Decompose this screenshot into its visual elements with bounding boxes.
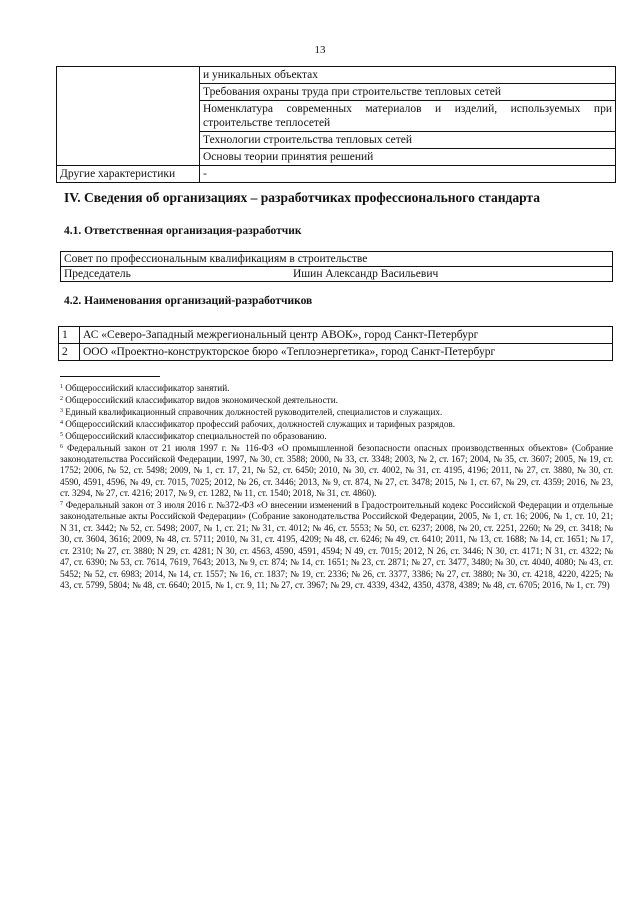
table-row xyxy=(59,327,613,344)
footnote xyxy=(60,395,613,406)
developer-signatory xyxy=(60,267,613,282)
table-row xyxy=(59,344,613,361)
footnote-text: Федеральный закон от 3 июля 2016 г. №372-ФЗ «О внесении изменений в Градостроительный кодекс Российской Федерации и отдельные законодательные акты Российской Федерации» (Собрание законодательства Российской Федерации, 2005, № 1, ст. 16; 2006, № 1, ст. 10, 21; N 31, ст. 3442; № 52, ст. 5498; 2007, № 1, ст. 21; № 31, ст. 4012; № 46, ст. 5553; № 50, ст. 6237; 2008, № 20, ст. 2251, 2260; № 29, ст. 3418; № 30, ст. 3604, 3616; 2009, № 48, ст. 5711; 2010, № 31, ст. 4195, 4209; № 48, ст. 6246; № 49, ст. 6410; 2011, № 13, ст. 1688; № 14, ст. 1651; № 17, ст. 2310; № 27, ст. 3880; N 29, ст. 4281; N 30, ст. 4563, 4590, 4591, 4594; N 49, ст. 7015; 2012, N 26, ст. 3446; N 30, ст. 4171; N 31, ст. 4322; № 47, ст. 6390; № 53, ст. 7614, 7619, 7643; 2013, № 9, ст. 874; № 14, ст. 1651; № 23, ст. 2871; № 27, ст. 3477, 3480; № 30, ст. 4040, 4080; № 43, ст. 5452; № 52, ст. 6983; 2014, № 14, ст. 1557; № 16, ст. 1837; № 19, ст. 2336; № 26, ст. 3377, 3386; № 27, ст. 3880; № 30, ст. 4218, 4220, 4225; № 43, ст. 5799, 5804; № 48, ст. 6640; 2015, № 1, ст. 9, 11; № 27, ст. 3967; № 29, ст. 4339, 4342, 4350, 4378, 4389; № 48, ст. 6705; 2016, № 1, ст. 79) xyxy=(60,500,613,590)
footnote xyxy=(60,431,613,442)
table-cell-value: Требования охраны труда при строительстве тепловых сетей xyxy=(200,84,616,101)
table-cell-value: Основы теории принятия решений xyxy=(200,149,616,166)
footnote-text: Общероссийский классификатор видов экономической деятельности. xyxy=(65,394,338,405)
table-row xyxy=(57,67,616,84)
table-cell-value: и уникальных объектах xyxy=(200,67,616,84)
subsection-title-developers: 4.2. Наименования организаций-разработчиков xyxy=(64,295,313,307)
footnote-text: Федеральный закон от 21 июля 1997 г. № 116-ФЗ «О промышленной безопасности опасных производственных объектов» (Собрание законодательства Российской Федерации, 1997, № 30, ст. 3588; 2000, № 33, ст. 3348; 2003, № 2, ст. 167; 2004, № 35, ст. 3607; 2005, № 19, ст. 1752; 2006, № 52, ст. 5498; 2009, № 1, ст. 17, 21, № 52, ст. 6450; 2010, № 30, ст. 4002, № 31, ст. 4195, 4196; 2011, № 27, ст. 3880, № 30, ст. 4590, 4591, 4596, № 49, ст. 7015, 7025; 2012, № 26, ст. 3446; 2013, № 9, ст. 874, № 27, ст. 3478; 2015, № 1, ст. 67, № 29, ст. 4359; 2016, № 23, ст. 3294, № 27, ст. 4216; 2017, № 9, ст. 1282, № 11, ст. 1540; 2018, № 31, ст. 4860). xyxy=(60,442,614,499)
footnote-separator xyxy=(60,376,160,377)
footnote xyxy=(60,419,613,430)
characteristics-table xyxy=(56,66,616,183)
responsible-developer-block xyxy=(60,251,613,282)
footnote-mark: 3 xyxy=(60,407,63,414)
footnote-mark: 5 xyxy=(60,431,63,438)
table-row xyxy=(57,166,616,183)
footnote xyxy=(60,500,613,591)
footnote xyxy=(60,383,613,394)
footnote-text: Общероссийский классификатор занятий. xyxy=(65,383,230,393)
developers-table xyxy=(58,326,613,361)
footnote-mark: 4 xyxy=(60,419,63,426)
footnote-mark: 1 xyxy=(60,384,63,390)
organization-name: АС «Северо-Западный межрегиональный центр АВОК», город Санкт-Петербург xyxy=(80,327,613,344)
row-number: 1 xyxy=(59,327,80,344)
footnote-text: Общероссийский классификатор профессий рабочих, должностей служащих и тарифных разрядов. xyxy=(65,418,456,429)
table-cell-label: Другие характеристики xyxy=(57,166,200,183)
footnote xyxy=(60,407,613,418)
organization-name: ООО «Проектно-конструкторское бюро «Теплоэнергетика», город Санкт-Петербург xyxy=(80,344,613,361)
footnote-mark: 2 xyxy=(60,395,63,402)
table-cell-value: - xyxy=(200,166,616,183)
developer-org: Совет по профессиональным квалификациям в строительстве xyxy=(60,251,613,267)
subsection-title-responsible: 4.1. Ответственная организация-разработчик xyxy=(64,225,302,237)
section-title: IV. Сведения об организациях – разработчиках профессионального стандарта xyxy=(64,190,540,205)
page-number: 13 xyxy=(314,44,326,56)
row-number: 2 xyxy=(59,344,80,361)
signatory-name: Ишин Александр Васильевич xyxy=(293,268,439,280)
signatory-position: Председатель xyxy=(64,268,131,280)
footnotes xyxy=(60,383,613,592)
footnote-mark: 6 xyxy=(60,443,63,450)
footnote xyxy=(60,443,613,500)
table-cell-label xyxy=(57,67,200,166)
footnote-text: Общероссийский классификатор специальностей по образованию. xyxy=(65,430,327,441)
footnote-text: Единый квалификационный справочник должностей руководителей, специалистов и служащих. xyxy=(65,406,443,417)
table-cell-value: Номенклатура современных материалов и изделий, используемых при строительстве теплосетей xyxy=(200,101,616,132)
table-cell-value: Технологии строительства тепловых сетей xyxy=(200,132,616,149)
footnote-mark: 7 xyxy=(60,501,63,508)
